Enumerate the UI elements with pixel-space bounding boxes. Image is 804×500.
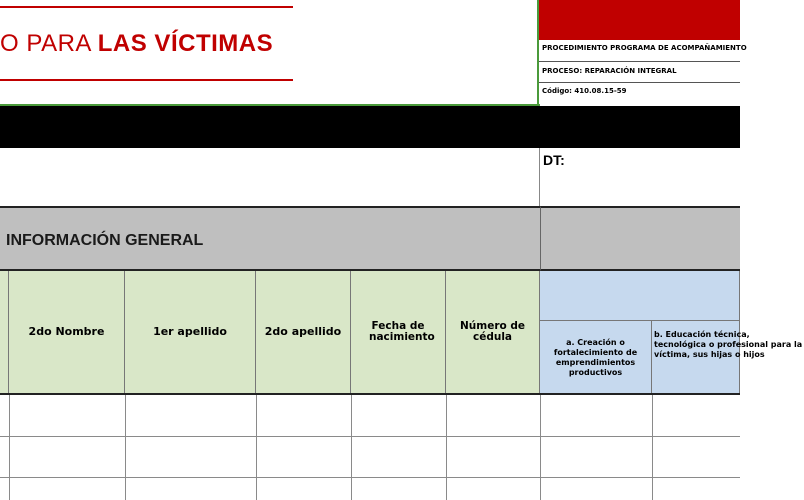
table-row[interactable] [0, 437, 740, 477]
document-header-red-box [539, 0, 740, 40]
section-header-right [540, 206, 740, 271]
column-birth-date-label: Fecha de nacimiento [369, 320, 435, 343]
column-second-surname[interactable] [256, 271, 351, 394]
column-second-name[interactable] [9, 271, 125, 394]
column-option-b-label: b. Educación técnica, tecnológica o profesional para la víctima, sus hijas o hijos [654, 330, 803, 359]
logo-bold-text: LAS VÍCTIMAS [97, 30, 274, 57]
dt-label: DT: [543, 152, 565, 168]
column-birth-date[interactable] [351, 271, 446, 394]
title-band [0, 106, 740, 148]
document-code: Código: 410.08.15-59 [542, 87, 627, 95]
column-first-surname[interactable] [125, 271, 256, 394]
process-name: PROCESO: REPARACIÓN INTEGRAL [539, 63, 740, 83]
column-id-number-label: Número de cédula [460, 320, 526, 343]
column-option-a[interactable] [540, 321, 652, 394]
column-id-number[interactable] [446, 271, 540, 394]
logo-top-line [0, 6, 293, 8]
logo-prefix: O PARA [0, 30, 98, 57]
dt-divider [539, 148, 540, 206]
column-group-blue-top [540, 271, 740, 321]
table-row[interactable] [0, 395, 740, 436]
column-first-name-partial[interactable] [0, 271, 9, 394]
section-general-info [0, 206, 540, 271]
column-second-name-label: 2do Nombre [28, 325, 105, 338]
column-first-surname-label: 1er apellido [153, 325, 227, 338]
section-title: INFORMACIÓN GENERAL [6, 232, 204, 249]
column-option-a-label: a. Creación o fortalecimiento de emprendimientos productivos [553, 338, 638, 377]
column-second-surname-label: 2do apellido [264, 325, 342, 338]
organization-logo [0, 30, 273, 58]
procedure-name: PROCEDIMIENTO PROGRAMA DE ACOMPAÑAMIENTO [539, 42, 740, 62]
column-option-b[interactable] [652, 321, 803, 394]
logo-bottom-line [0, 79, 293, 81]
table-row[interactable] [0, 478, 740, 500]
